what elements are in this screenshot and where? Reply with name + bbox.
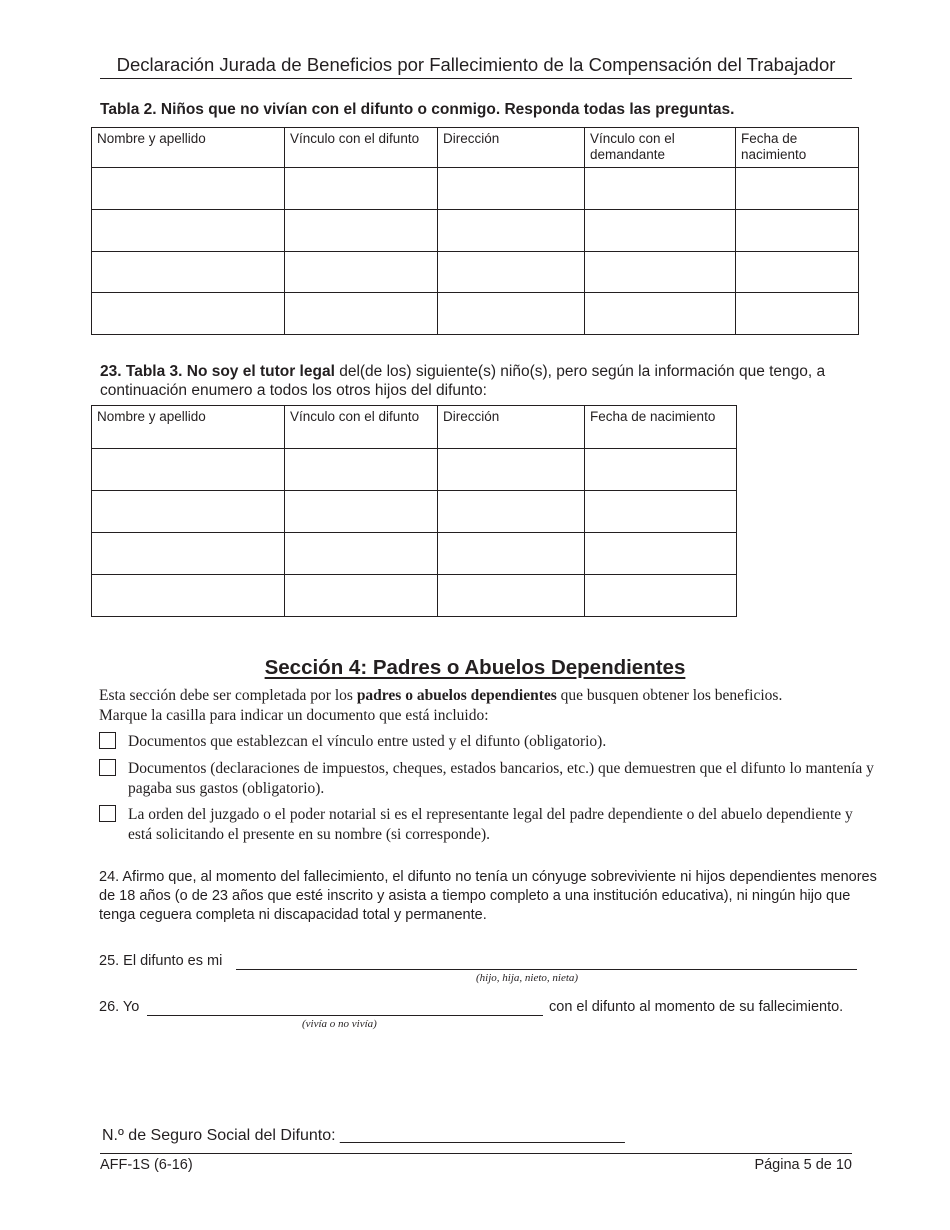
table3 <box>91 405 737 617</box>
table-cell[interactable] <box>736 168 859 210</box>
table-row <box>92 491 737 533</box>
table-cell[interactable] <box>438 575 585 617</box>
section4-intro-a: Esta sección debe ser completada por los <box>99 687 357 704</box>
page-header-title: Declaración Jurada de Beneficios por Fallecimiento de la Compensación del Trabajador <box>100 54 852 79</box>
q23-text: del(de los) siguiente(s) niño(s), pero según la información que tengo, a continuación enumero a todos los otros hijos del difunto: <box>100 363 826 399</box>
table2 <box>91 127 859 335</box>
table3-col-address: Dirección <box>438 406 585 449</box>
table-cell[interactable] <box>585 533 737 575</box>
section4-intro-bold: padres o abuelos dependientes <box>356 687 557 704</box>
table-cell[interactable] <box>736 210 859 252</box>
q25-hint: (hijo, hija, nieto, nieta) <box>476 972 579 984</box>
checkbox-row-support-docs <box>99 759 879 799</box>
q26-suffix: con el difunto al momento de su fallecimiento. <box>549 999 844 1015</box>
table-cell[interactable] <box>438 293 585 335</box>
table-cell[interactable] <box>92 533 285 575</box>
q25-label: 25. El difunto es mi <box>99 953 223 969</box>
footer-divider <box>100 1153 852 1154</box>
table-cell[interactable] <box>438 449 585 491</box>
table-cell[interactable] <box>285 168 438 210</box>
q26-fill-line[interactable] <box>147 1015 543 1016</box>
table-cell[interactable] <box>92 575 285 617</box>
table-cell[interactable] <box>585 252 736 293</box>
table-row <box>92 293 859 335</box>
section4-intro-line2: Marque la casilla para indicar un documento que está incluido: <box>99 707 489 724</box>
table3-header-row <box>92 406 737 449</box>
table-cell[interactable] <box>585 210 736 252</box>
footer-ssn-field[interactable]: N.º de Seguro Social del Difunto: ________________________________ <box>102 1127 625 1144</box>
table-cell[interactable] <box>92 252 285 293</box>
checkbox-support-docs[interactable] <box>99 759 116 776</box>
table-row <box>92 533 737 575</box>
table2-caption: Tabla 2. Niños que no vivían con el difunto o conmigo. Responda todas las preguntas. <box>100 101 735 118</box>
table-row <box>92 449 737 491</box>
table-cell[interactable] <box>438 533 585 575</box>
table-cell[interactable] <box>285 533 438 575</box>
table-cell[interactable] <box>585 293 736 335</box>
table-row <box>92 168 859 210</box>
checkbox-row-relationship-docs <box>99 732 879 752</box>
table-cell[interactable] <box>438 168 585 210</box>
table-cell[interactable] <box>585 491 737 533</box>
question-23 <box>100 362 860 400</box>
checkbox-label: Documentos que establezcan el vínculo entre usted y el difunto (obligatorio). <box>128 733 607 750</box>
table3-col-name: Nombre y apellido <box>92 406 285 449</box>
table2-col-birthdate: Fecha de nacimiento <box>736 128 859 168</box>
table-cell[interactable] <box>438 210 585 252</box>
table-cell[interactable] <box>92 210 285 252</box>
table2-header-row <box>92 128 859 168</box>
question-24: 24. Afirmo que, al momento del fallecimiento, el difunto no tenía un cónyuge sobreviviente ni hijos dependientes menores de 18 años (o de 23 años que esté inscrito y asista a tiempo completo a una institución educativa), ni ningún hijo que tenga ceguera completa ni discapacidad total y permanente. <box>99 869 877 923</box>
table-cell[interactable] <box>285 210 438 252</box>
table3-col-birthdate: Fecha de nacimiento <box>585 406 737 449</box>
table-cell[interactable] <box>92 168 285 210</box>
section4-intro-b: que busquen obtener los beneficios. <box>556 687 783 704</box>
table-row <box>92 210 859 252</box>
table-cell[interactable] <box>92 293 285 335</box>
q23-bold-lead: Tabla 3. No soy el tutor legal <box>125 363 335 380</box>
q26-label: 26. Yo <box>99 999 140 1015</box>
table-cell[interactable] <box>736 252 859 293</box>
section4-title <box>0 656 950 680</box>
checkbox-label: La orden del juzgado o el poder notarial si es el representante legal del padre dependiente o del abuelo dependiente y está solicitando el presente en su nombre (si corresponde). <box>128 806 853 843</box>
table-cell[interactable] <box>92 491 285 533</box>
table-cell[interactable] <box>285 293 438 335</box>
table-cell[interactable] <box>438 491 585 533</box>
table3-col-relation-deceased: Vínculo con el difunto <box>285 406 438 449</box>
page-number: Página 5 de 10 <box>754 1157 852 1173</box>
table-cell[interactable] <box>285 449 438 491</box>
table-cell[interactable] <box>285 491 438 533</box>
table-cell[interactable] <box>736 293 859 335</box>
table-cell[interactable] <box>438 252 585 293</box>
table-row <box>92 575 737 617</box>
table2-col-address: Dirección <box>438 128 585 168</box>
table-row <box>92 252 859 293</box>
section4-intro <box>99 686 879 726</box>
table-cell[interactable] <box>585 168 736 210</box>
q26-hint: (vivía o no vivía) <box>302 1018 377 1030</box>
table2-col-name: Nombre y apellido <box>92 128 285 168</box>
checkbox-relationship-docs[interactable] <box>99 732 116 749</box>
table2-col-relation-deceased: Vínculo con el difunto <box>285 128 438 168</box>
table-cell[interactable] <box>585 449 737 491</box>
checkbox-label: Documentos (declaraciones de impuestos, cheques, estados bancarios, etc.) que demuestren que el difunto lo mantenía y pagaba sus gastos (obligatorio). <box>128 760 874 797</box>
checkbox-row-court-order <box>99 805 879 845</box>
table-cell[interactable] <box>285 575 438 617</box>
section4-title-text: Sección 4: Padres o Abuelos Dependientes <box>264 656 686 679</box>
table-cell[interactable] <box>585 575 737 617</box>
q23-number: 23. <box>100 363 122 380</box>
checkbox-court-order[interactable] <box>99 805 116 822</box>
table2-col-relation-claimant: Vínculo con el demandante <box>585 128 736 168</box>
q25-fill-line[interactable] <box>236 969 857 970</box>
table-cell[interactable] <box>285 252 438 293</box>
form-id: AFF-1S (6-16) <box>100 1157 193 1173</box>
table-cell[interactable] <box>92 449 285 491</box>
